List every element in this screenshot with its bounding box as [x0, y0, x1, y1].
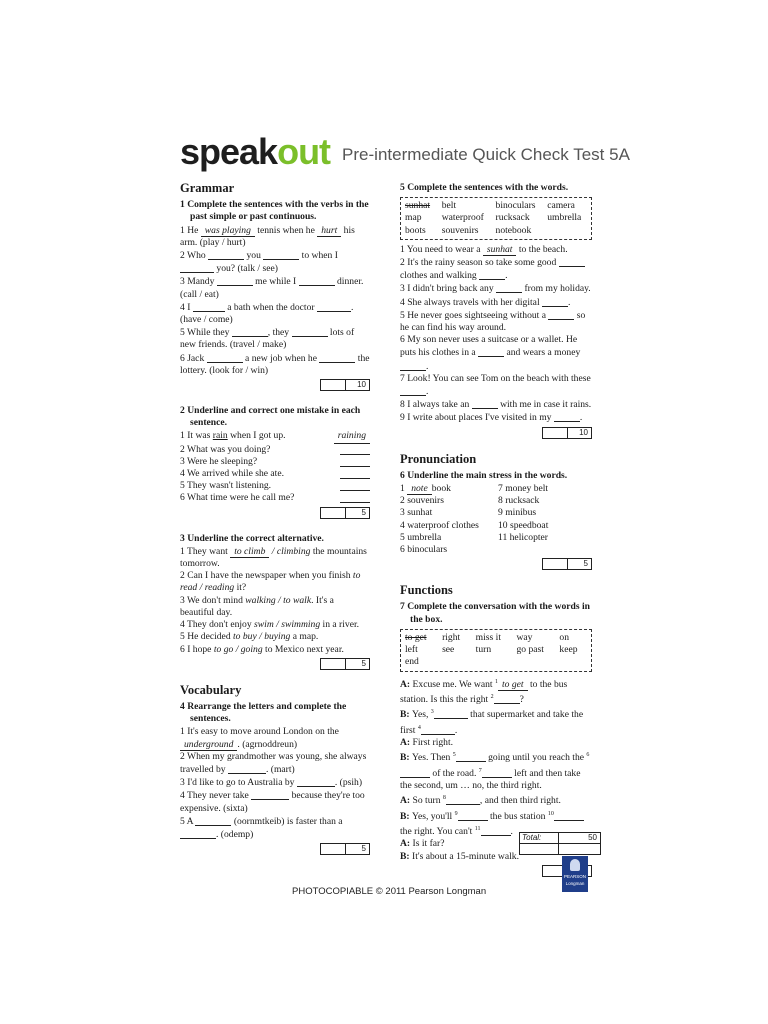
stress-item: 8 rucksack: [498, 495, 540, 507]
answer-blank[interactable]: [208, 249, 244, 260]
task-4-instruction: 4 Rearrange the letters and complete the sentences.: [180, 700, 347, 725]
task-2-instruction: 2 Underline and correct one mistake in each sentence.: [180, 405, 361, 429]
score-entry[interactable]: [321, 508, 346, 518]
task-5-item: 9 I write about places I've visited in my .: [400, 412, 583, 424]
task-6-instruction: 6 Underline the main stress in the words.: [400, 469, 568, 481]
task-4-item: 1 It's easy to move around London on the underground . (agrnoddreun): [180, 726, 339, 750]
test-title: Pre-intermediate Quick Check Test 5A: [342, 145, 630, 164]
pronunciation-heading: Pronunciation: [400, 451, 477, 466]
total-score-table: [519, 832, 601, 855]
answer-blank[interactable]: [400, 767, 430, 778]
task-5-instruction: 5 Complete the sentences with the words.: [400, 182, 569, 193]
pearson-longman-logo: PEARSON Longman: [562, 856, 588, 892]
stress-item: 5 umbrella: [400, 531, 442, 543]
task-2-item: 1 It was rain when I got up. raining: [180, 430, 370, 443]
answer-blank[interactable]: [180, 262, 214, 273]
score-entry[interactable]: [321, 844, 346, 854]
answer-blank[interactable]: [195, 815, 231, 826]
answer-blank[interactable]: [554, 810, 584, 821]
stress-item: 3 sunhat: [400, 507, 433, 519]
task-5-item: 7 Look! You can see Tom on the beach with these .: [400, 372, 591, 398]
answer-blank[interactable]: [496, 282, 522, 293]
task-5-item: 4 She always travels with her digital .: [400, 296, 571, 308]
answer-blank[interactable]: [297, 776, 335, 787]
pearson-figure-icon: [570, 859, 580, 871]
dialogue-line: B: Yes. Then $^5$ going until you reach the $^6$ of the road. $^7$ left and then take the second, um … no, the third right.: [400, 752, 590, 792]
answer-blank[interactable]: [548, 309, 574, 320]
answer-blank[interactable]: [456, 751, 486, 762]
dialogue-line: B: Yes, $^3$ that supermarket and take the first $^4$ .: [400, 709, 584, 736]
score-box: 10: [400, 427, 592, 439]
task-2-item: 3 Were he sleeping?: [180, 456, 370, 468]
task-3-item: 6 I hope to go / going to Mexico next year.: [180, 643, 344, 655]
task-4-item: 2 When my grandmother was young, she always travelled by . (mart): [180, 750, 367, 775]
answer-blank[interactable]: [472, 398, 498, 409]
task-3-item: 1 They want to climb / climbing the mountains tomorrow.: [180, 545, 367, 570]
answer-blank[interactable]: [251, 789, 289, 800]
answer-blank[interactable]: [478, 346, 504, 357]
score-entry[interactable]: [321, 380, 346, 390]
header: [180, 132, 630, 172]
task-2-item: 5 They wasn't listening.: [180, 480, 370, 492]
task-2-item: 2 What was you doing?: [180, 444, 370, 456]
answer-blank[interactable]: [446, 794, 480, 805]
answer-blank[interactable]: [319, 352, 355, 363]
dialogue-line: A: First right.: [400, 737, 454, 749]
stress-item: 6 binoculars: [400, 544, 448, 556]
answer-blank[interactable]: [340, 456, 370, 467]
task-7-instruction: 7 Complete the conversation with the words in the box.: [400, 601, 590, 625]
task-1-item: 2 Who you to when I you? (talk / see): [180, 250, 338, 275]
task-5-item: 8 I always take an with me in case it rains.: [400, 399, 592, 411]
task-1-item: 3 Mandy me while I dinner. (call / eat): [180, 276, 364, 300]
score-box: 5: [180, 507, 370, 519]
task-5-item: 3 I didn't bring back any from my holiday.: [400, 283, 591, 295]
answer-blank[interactable]: [207, 352, 243, 363]
copyright-footer: PHOTOCOPIABLE © 2011 Pearson Longman: [292, 886, 487, 897]
task-3-item: 3 We don't mind walking / to walk. It's a beautiful day.: [180, 594, 334, 618]
answer-blank[interactable]: [482, 767, 512, 778]
dialogue-line: A: Excuse me. We want $^1$ to get to the bus station. Is this the right $^2$ ?: [400, 678, 568, 706]
answer-blank[interactable]: [193, 301, 225, 312]
answer-blank[interactable]: [479, 269, 505, 280]
answer-blank[interactable]: [263, 249, 299, 260]
task-5-item: 5 He never goes sightseeing without a so he can find his way around.: [400, 309, 586, 334]
word-box-7: to get right miss it way on left see turn go past keep end: [400, 629, 592, 672]
task-5-item: 2 It's the rainy season so take some good clothes and walking .: [400, 256, 592, 282]
answer-blank[interactable]: [434, 708, 468, 719]
dialogue-line: A: Is it far?: [400, 838, 445, 850]
answer-blank[interactable]: [542, 296, 568, 307]
speakout-logo: speakout: [180, 131, 331, 172]
task-1-item: 6 Jack a new job when he the lottery. (look for / win): [180, 352, 370, 376]
task-3-item: 2 Can I have the newspaper when you finish to read / reading it?: [180, 570, 361, 594]
grammar-heading: Grammar: [180, 181, 235, 195]
stress-item: 7 money belt: [498, 483, 549, 495]
score-box: 5: [180, 658, 370, 670]
stress-item: 1 note book: [400, 483, 451, 495]
task-2-item: 6 What time were he call me?: [180, 492, 370, 504]
answer-blank[interactable]: [292, 326, 328, 337]
task-1-item: 4 I a bath when the doctor . (have / come): [180, 301, 354, 326]
task-3-item: 4 They don't enjoy swim / swimming in a river.: [180, 619, 360, 631]
answer-blank[interactable]: [228, 763, 266, 774]
answer-blank[interactable]: [421, 724, 455, 735]
answer-blank[interactable]: [317, 301, 351, 312]
score-entry[interactable]: [321, 659, 346, 669]
answer-blank[interactable]: [400, 360, 426, 371]
task-5-item: 1 You need to wear a sunhat to the beach.: [400, 243, 568, 255]
stress-item: 10 speedboat: [498, 519, 549, 531]
word-box-5: sunhat belt binoculars camera map waterproof rucksack umbrella boots souvenirs notebook: [400, 197, 592, 240]
answer-blank[interactable]: [340, 492, 370, 503]
answer-blank[interactable]: [559, 256, 585, 267]
task-5-item: 6 My son never uses a suitcase or a wallet. He puts his clothes in a and wears a money .: [400, 334, 581, 372]
stress-item: 11 helicopter: [498, 531, 548, 543]
task-1-item: 5 While they , they lots of new friends. (travel / make): [180, 327, 355, 351]
task-3-instruction: 3 Underline the correct alternative.: [180, 532, 324, 544]
answer-blank[interactable]: [217, 275, 253, 286]
score-box: 5: [180, 843, 370, 855]
answer-blank[interactable]: [340, 468, 370, 479]
answer-blank[interactable]: [494, 693, 520, 704]
answer-blank[interactable]: [340, 480, 370, 491]
stress-item: 9 minibus: [498, 507, 537, 519]
task-1-instruction: 1 Complete the sentences with the verbs in the past simple or past continuous.: [180, 199, 369, 223]
functions-heading: Functions: [400, 583, 453, 598]
task-1-item: 1 He was playing tennis when he hurt his arm. (play / hurt): [180, 224, 355, 248]
task-3-item: 5 He decided to buy / buying a map.: [180, 631, 319, 643]
answer-blank[interactable]: [340, 444, 370, 455]
vocabulary-heading: Vocabulary: [180, 682, 242, 697]
stress-item: 4 waterproof clothes: [400, 519, 479, 531]
answer-blank[interactable]: [232, 326, 268, 337]
dialogue-line: B: Yes, you'll $^9$ the bus station $^{10}$ the right. You can't $^{11}$ .: [400, 808, 592, 839]
task-4-item: 5 A (oornmtkeib) is faster than a . (odemp): [180, 815, 343, 840]
total-entry[interactable]: [520, 844, 558, 854]
task-4-item: 3 I'd like to go to Australia by . (psih): [180, 777, 363, 789]
answer-blank[interactable]: [554, 411, 580, 422]
stress-word-list: [400, 483, 592, 556]
answer-blank[interactable]: [400, 385, 426, 396]
dialogue-line: B: It's about a 15-minute walk.: [400, 850, 519, 862]
stress-item: 2 souvenirs: [400, 495, 444, 507]
task-4-item: 4 They never take because they're too expensive. (sixta): [180, 790, 365, 814]
answer-blank[interactable]: [180, 828, 216, 839]
total-label: Total:: [522, 833, 542, 842]
dialogue-line: A: So turn $^8$ , and then third right.: [400, 795, 561, 807]
score-box: 5: [400, 558, 592, 570]
answer-blank[interactable]: [458, 810, 488, 821]
right-column: [400, 182, 592, 880]
left-column: [180, 182, 370, 858]
answer-blank[interactable]: [299, 275, 335, 286]
task-2-item: 4 We arrived while she ate.: [180, 468, 370, 480]
score-entry[interactable]: [543, 559, 568, 569]
score-box: 10: [180, 379, 370, 391]
score-entry[interactable]: [543, 428, 568, 438]
total-max: 50: [558, 833, 600, 843]
answer-blank[interactable]: [481, 825, 511, 836]
